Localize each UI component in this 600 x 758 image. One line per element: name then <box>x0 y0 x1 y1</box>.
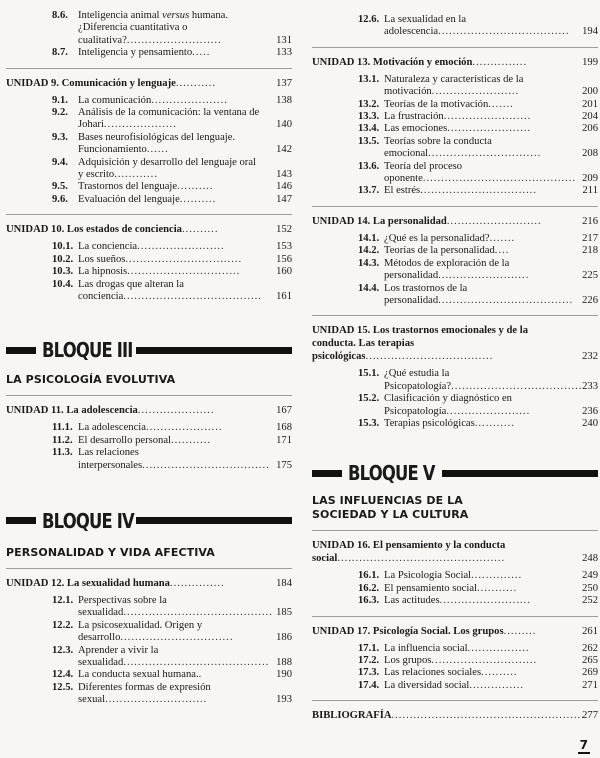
toc-item-17-1[interactable] <box>358 642 598 655</box>
item-text: Los grupos............................. <box>384 654 538 666</box>
left-column <box>6 0 292 707</box>
bloque-bar-right <box>136 517 292 524</box>
item-number: 10.1. <box>52 241 74 253</box>
page-number: 133 <box>276 47 292 59</box>
item-text: Las actitudes......................... <box>384 595 531 607</box>
item-number: 14.4. <box>358 282 380 294</box>
page-number: 277 <box>582 710 598 722</box>
page-number: 152 <box>276 224 292 236</box>
item-text: El desarrollo personal........... <box>78 434 212 446</box>
item-text: Perspectivas sobre la sexualidad......................................... <box>78 594 273 619</box>
item-number: 8.7. <box>52 47 68 59</box>
unit-14-heading[interactable]: UNIDAD 14. La personalidad.......................... 216 <box>312 215 598 227</box>
item-number: 10.2. <box>52 253 74 265</box>
toc-item-9-4[interactable] <box>52 156 292 182</box>
item-text: Los sueños................................ <box>78 253 243 265</box>
item-number: 9.6. <box>52 193 68 205</box>
item-text: Adquisición y desarrollo del lenguaje oral y escrito............ <box>78 156 256 181</box>
item-number: 11.3. <box>52 447 73 459</box>
item-text: Las emociones....................... <box>384 123 532 135</box>
unit-16-items <box>358 570 598 607</box>
right-column <box>312 0 598 722</box>
page-number: 185 <box>276 607 292 619</box>
item-number: 13.2. <box>358 98 380 110</box>
page-number: 188 <box>276 656 292 668</box>
page-number: 171 <box>276 434 292 446</box>
bibliography-heading[interactable]: BIBLIOGRAFÍA..................................................... 277 <box>312 710 598 722</box>
page-number: 199 <box>582 56 598 68</box>
unit-number: UNIDAD 15. <box>312 325 371 337</box>
divider <box>312 616 598 617</box>
bloque-3-banner <box>6 337 292 363</box>
divider <box>312 47 598 48</box>
divider <box>312 206 598 207</box>
unit-number: UNIDAD 13. <box>312 56 371 68</box>
toc-item-15-3[interactable] <box>358 417 598 430</box>
item-text: Los trastornos de la personalidad..................................... <box>384 282 574 306</box>
page-footer-number: 7 <box>579 738 588 752</box>
page-number: 218 <box>582 245 598 257</box>
item-text: Diferentes formas de expresión sexual............................ <box>78 681 211 706</box>
unit-title: Los estados de conciencia <box>66 224 182 236</box>
bibliography-title: BIBLIOGRAFÍA <box>312 710 392 722</box>
unit-17-heading[interactable]: UNIDAD 17. Psicología Social. Los grupos......... 261 <box>312 625 598 637</box>
unit-10-heading[interactable]: UNIDAD 10. Los estados de conciencia.......... 152 <box>6 224 292 236</box>
unit-title: Los trastornos emocionales y de la conducta. Las terapias psicológicas <box>312 325 528 363</box>
item-number: 13.5. <box>358 135 380 147</box>
item-number: 9.1. <box>52 94 68 106</box>
item-text: Teorías de la personalidad.... <box>384 245 510 257</box>
toc-item-16-1[interactable] <box>358 570 598 582</box>
page-number: 248 <box>582 553 598 565</box>
page-number: 193 <box>276 694 292 706</box>
item-text: La frustración........................ <box>384 111 532 123</box>
toc-item-9-2[interactable] <box>52 107 292 132</box>
item-text: La conducta sexual humana.. <box>78 669 202 681</box>
toc-item-13-7[interactable] <box>358 185 598 197</box>
unit-10-items <box>52 241 292 303</box>
item-text: Trastornos del lenguaje.......... <box>78 181 214 193</box>
toc-item-13-1[interactable] <box>358 73 598 99</box>
divider <box>6 568 292 569</box>
item-number: 15.1. <box>358 368 380 380</box>
page-number: 204 <box>582 111 598 123</box>
item-number: 12.6. <box>358 14 380 25</box>
page-number: 232 <box>582 351 598 363</box>
page-number: 161 <box>276 290 292 302</box>
unit-11-items <box>52 422 292 472</box>
bloque-bar-right <box>442 470 598 477</box>
divider <box>6 214 292 215</box>
item-number: 17.3. <box>358 667 380 679</box>
item-text: ¿Qué es la personalidad?....... <box>384 232 516 244</box>
page-number: 265 <box>582 654 598 666</box>
toc-item-10-3[interactable] <box>52 266 292 278</box>
bloque-5-banner <box>312 460 598 486</box>
item-number: 15.2. <box>358 393 380 405</box>
item-number: 13.3. <box>358 111 380 123</box>
item-text: La conciencia........................ <box>78 241 225 253</box>
item-text: La influencia social................. <box>384 642 530 654</box>
page-number: 146 <box>276 181 292 193</box>
unit-number: UNIDAD 14. <box>312 215 371 227</box>
divider <box>6 395 292 396</box>
bloque-bar-left <box>312 470 342 477</box>
item-number: 8.6. <box>52 10 68 21</box>
toc-item-11-3[interactable] <box>52 447 292 472</box>
item-number: 17.1. <box>358 642 380 654</box>
unit-number: UNIDAD 12. <box>6 577 65 589</box>
page-number: 216 <box>582 215 598 227</box>
item-text: La diversidad social............... <box>384 679 525 691</box>
section-title: PERSONALIDAD Y VIDA AFECTIVA <box>6 545 215 559</box>
page-number: 208 <box>582 148 598 160</box>
item-text: Métodos de exploración de la personalidad......................... <box>384 257 530 282</box>
page-number: 271 <box>582 679 598 691</box>
page-number: 201 <box>582 98 598 110</box>
toc-item-15-2[interactable] <box>358 393 598 418</box>
item-text: Terapias psicológicas........... <box>384 417 515 429</box>
page-number: 236 <box>582 405 598 417</box>
toc-item-17-2[interactable] <box>358 654 598 667</box>
unit-15-items <box>358 368 598 430</box>
item-text: ¿Qué estudia la Psicopatología?.................................... <box>384 368 583 392</box>
page-number: 156 <box>276 253 292 265</box>
page-number: 194 <box>582 26 598 38</box>
item-number: 12.4. <box>52 669 74 681</box>
unit-title: El pensamiento y la conducta social <box>312 540 506 565</box>
toc-item-10-2[interactable] <box>52 253 292 266</box>
item-number: 11.1. <box>52 422 73 434</box>
page-number: 137 <box>276 77 292 89</box>
toc-item-9-1[interactable] <box>52 94 292 107</box>
item-text: La Psicología Social.............. <box>384 570 523 582</box>
page-number: 262 <box>582 642 598 654</box>
toc-item-10-1[interactable] <box>52 241 292 253</box>
item-number: 12.3. <box>52 644 74 656</box>
toc-item-10-4[interactable] <box>52 278 292 304</box>
item-text: Teorías sobre la conducta emocional............................... <box>384 135 542 160</box>
page-number: 209 <box>582 173 598 185</box>
page-number: 160 <box>276 266 292 278</box>
toc-item-12-1[interactable] <box>52 594 292 620</box>
item-text: Evaluación del lenguaje.......... <box>78 193 217 205</box>
page-number: 168 <box>276 422 292 434</box>
item-text: La hipnosis............................... <box>78 266 241 278</box>
page-number: 217 <box>582 232 598 244</box>
page-number: 225 <box>582 270 598 282</box>
bloque-title: BLOQUE V <box>348 461 435 486</box>
toc-item-12-5[interactable] <box>52 681 292 707</box>
unit-9-items <box>52 94 292 207</box>
item-text: Clasificación y diagnóstico en Psicopatología....................... <box>384 393 531 417</box>
item-number: 13.1. <box>358 73 380 85</box>
item-text-italic: versus <box>162 10 190 21</box>
unit-9-heading[interactable]: UNIDAD 9. Comunicación y lenguaje........... 137 <box>6 77 292 89</box>
toc-item-16-2[interactable] <box>358 582 598 595</box>
unit-title: Motivación y emoción <box>372 56 473 68</box>
section-title: LA PSICOLOGÍA EVOLUTIVA <box>6 373 176 387</box>
page-number: 167 <box>276 405 292 417</box>
toc-item-17-4[interactable] <box>358 679 598 692</box>
item-number: 13.6. <box>358 160 380 172</box>
item-number: 11.2. <box>52 434 73 446</box>
item-number: 16.2. <box>358 582 380 594</box>
unit-number: UNIDAD 10. <box>6 224 65 236</box>
unit-12-heading[interactable]: UNIDAD 12. La sexualidad humana............... 184 <box>6 577 292 589</box>
item-number: 17.4. <box>358 679 380 691</box>
unit-11-heading[interactable]: UNIDAD 11. La adolescencia..................... 167 <box>6 405 292 417</box>
divider <box>312 530 598 531</box>
unit-number: UNIDAD 16. <box>312 540 371 552</box>
item-text: La sexualidad en la adolescencia.................................... <box>384 14 570 38</box>
toc-item-13-3[interactable] <box>358 111 598 123</box>
item-number: 14.1. <box>358 232 380 244</box>
unit-12-items <box>52 594 292 707</box>
page-number: 147 <box>276 193 292 205</box>
toc-item-12-4[interactable] <box>52 669 292 681</box>
item-text: La psicosexualidad. Origen y desarrollo............................... <box>78 619 234 644</box>
item-number: 9.3. <box>52 131 68 143</box>
unit-13-heading[interactable]: UNIDAD 13. Motivación y emoción............... 199 <box>312 56 598 68</box>
toc-item-13-4[interactable] <box>358 123 598 135</box>
divider <box>312 700 598 701</box>
unit-number: UNIDAD 9. <box>6 77 59 89</box>
page-number: 249 <box>582 570 598 582</box>
unit-number: UNIDAD 11. <box>6 405 64 417</box>
page-number: 186 <box>276 632 292 644</box>
page-number: 175 <box>276 459 292 471</box>
toc-item-12-6[interactable] <box>358 14 598 39</box>
item-text: El estrés................................ <box>384 185 537 197</box>
item-text: Aprender a vivir la sexualidad........................................ <box>78 644 270 668</box>
page-number: 226 <box>582 294 598 306</box>
page-number: 138 <box>276 94 292 106</box>
item-number: 12.1. <box>52 594 74 606</box>
page-number: 240 <box>582 417 598 429</box>
toc-item-17-3[interactable] <box>358 667 598 679</box>
item-text: Teorías de la motivación....... <box>384 98 514 110</box>
page-number: 250 <box>582 582 598 594</box>
item-text: Análisis de la comunicación: la ventana de Johari.................... <box>78 107 260 131</box>
toc-item-8-7[interactable] <box>52 47 292 59</box>
bloque-4-banner <box>6 508 292 534</box>
toc-item-12-3[interactable] <box>52 644 292 670</box>
page-number: 200 <box>582 86 598 98</box>
bloque-title: BLOQUE IV <box>42 508 134 533</box>
bloque-title: BLOQUE III <box>42 338 133 363</box>
item-number: 12.2. <box>52 619 74 631</box>
toc-item-11-1[interactable] <box>52 422 292 434</box>
page-number: 261 <box>582 625 598 637</box>
unit-title: La personalidad <box>372 215 447 227</box>
item-text: Las relaciones interpersonales................................... <box>78 447 270 471</box>
item-number: 14.3. <box>358 257 380 269</box>
item-number: 14.2. <box>358 245 380 257</box>
item-number: 9.4. <box>52 156 68 168</box>
item-number: 16.3. <box>358 595 380 607</box>
item-text: Inteligencia animal versus humana. ¿Diferencia cuantitativa o cualitativa?.......................... <box>78 10 229 46</box>
unit-17-items <box>358 642 598 693</box>
divider <box>6 68 292 69</box>
page-number: 140 <box>276 119 292 131</box>
item-text: Inteligencia y pensamiento..... <box>78 47 211 59</box>
toc-item-14-1[interactable] <box>358 232 598 245</box>
item-text: Las drogas que alteran la conciencia...................................... <box>78 278 262 302</box>
page-number: 190 <box>276 669 292 681</box>
toc-item-9-6[interactable] <box>52 193 292 206</box>
toc-item-13-2[interactable] <box>358 98 598 111</box>
page-number: 131 <box>276 34 292 46</box>
toc-item-12-2[interactable] <box>52 619 292 645</box>
item-text: La comunicación..................... <box>78 94 228 106</box>
unit-title: La sexualidad humana <box>66 577 170 589</box>
toc-item-13-5[interactable] <box>358 135 598 161</box>
unit-14-items <box>358 232 598 307</box>
toc-item-8-6[interactable] <box>52 10 292 47</box>
page-number: 233 <box>582 380 598 392</box>
toc-item-14-4[interactable] <box>358 282 598 308</box>
unit-8-continued-items <box>52 10 292 60</box>
unit-title: Psicología Social. Los grupos <box>372 625 504 637</box>
item-number: 12.5. <box>52 681 74 693</box>
unit-16-heading[interactable]: UNIDAD 16. El pensamiento y la conducta social.............................................. 248 <box>312 540 598 565</box>
item-text: Bases neurofisiológicas del lenguaje. Funcionamiento...... <box>78 131 236 156</box>
toc-item-11-2[interactable] <box>52 434 292 447</box>
unit-12-continued-items <box>358 14 598 39</box>
unit-number: UNIDAD 17. <box>312 625 371 637</box>
page-number: 142 <box>276 144 292 156</box>
page-number: 252 <box>582 595 598 607</box>
page-number: 211 <box>582 185 598 197</box>
bloque-bar-right <box>136 347 292 354</box>
item-text: Teoría del proceso oponente.......................................... <box>384 160 577 185</box>
page-number: 269 <box>582 667 598 679</box>
item-number: 13.7. <box>358 185 380 197</box>
toc-item-9-5[interactable] <box>52 181 292 193</box>
toc-item-14-3[interactable] <box>358 257 598 283</box>
item-number: 10.3. <box>52 266 74 278</box>
item-number: 15.3. <box>358 417 380 429</box>
bloque-bar-left <box>6 517 36 524</box>
unit-13-items <box>358 73 598 198</box>
page-number: 153 <box>276 241 292 253</box>
toc-item-13-6[interactable] <box>358 160 598 186</box>
item-number: 9.5. <box>52 181 68 193</box>
bloque-bar-left <box>6 347 36 354</box>
page-number: 143 <box>276 169 292 181</box>
item-text: El pensamiento social........... <box>384 582 518 594</box>
divider <box>312 315 598 316</box>
page-number: 206 <box>582 123 598 135</box>
item-number: 16.1. <box>358 570 380 582</box>
toc-item-16-3[interactable] <box>358 595 598 607</box>
toc-item-15-1[interactable] <box>358 368 598 393</box>
item-number: 9.2. <box>52 107 68 119</box>
item-text: Naturaleza y características de la motivación........................ <box>384 73 524 98</box>
unit-title: La adolescencia <box>66 405 138 417</box>
item-number: 10.4. <box>52 278 74 290</box>
item-text: Las relaciones sociales.......... <box>384 667 518 679</box>
item-text: La adolescencia..................... <box>78 422 223 434</box>
item-number: 13.4. <box>358 123 380 135</box>
toc-item-9-3[interactable] <box>52 131 292 157</box>
unit-title: Comunicación y lenguaje <box>61 77 176 89</box>
item-number: 17.2. <box>358 654 380 666</box>
toc-item-14-2[interactable] <box>358 245 598 257</box>
page-number: 184 <box>276 577 292 589</box>
unit-15-heading[interactable]: UNIDAD 15. Los trastornos emocionales y de la conducta. Las terapias psicológicas................................... 232 <box>312 325 598 363</box>
section-title: LAS INFLUENCIAS DE LA SOCIEDAD Y LA CULTURA <box>312 494 469 522</box>
